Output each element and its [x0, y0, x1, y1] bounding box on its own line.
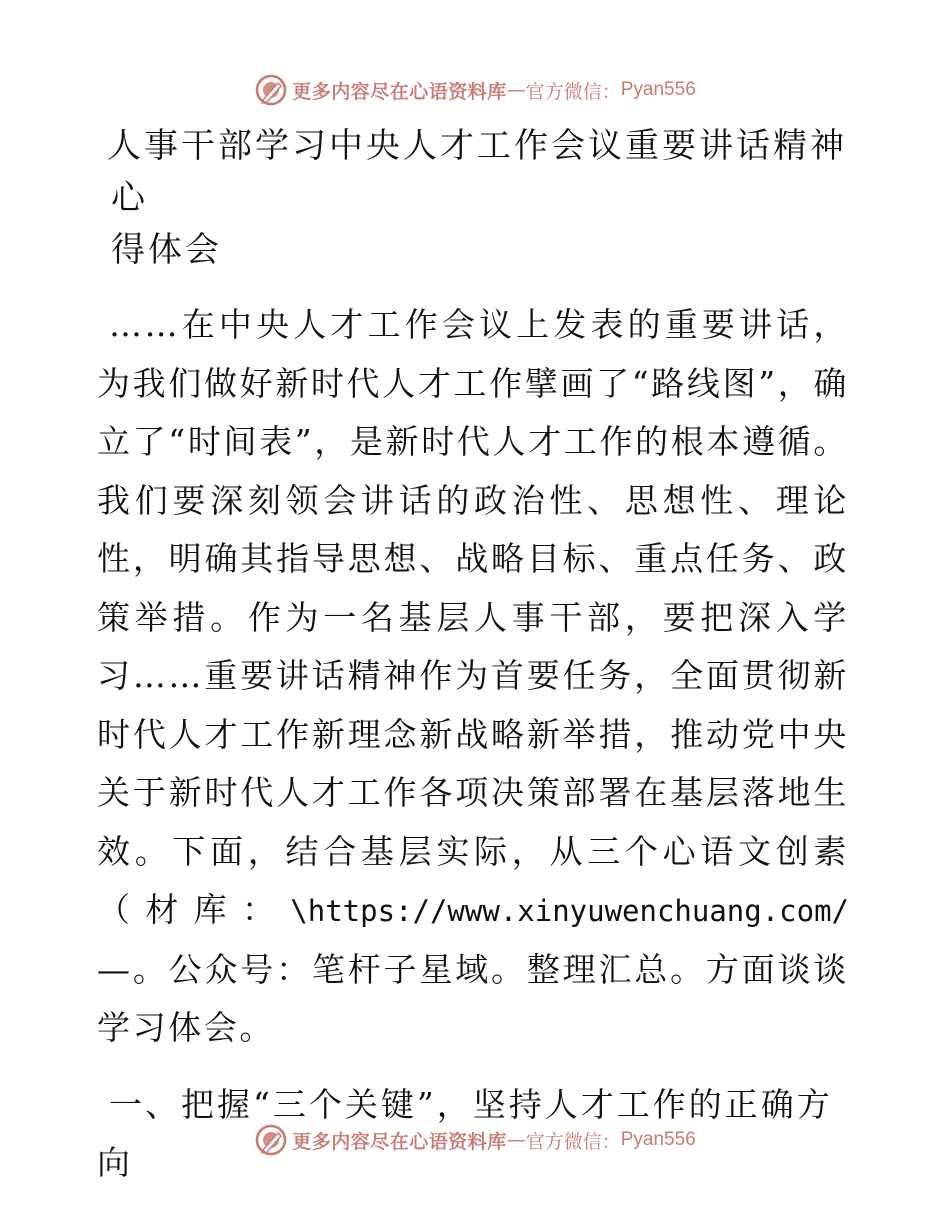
- watermark-separator: —: [506, 79, 526, 101]
- watermark-official-label: 官方微信：: [525, 1130, 621, 1153]
- intro-paragraph: [97, 296, 849, 1058]
- title-line-1: 人事干部学习中央人才工作会议重要讲话精神心: [107, 126, 847, 218]
- intro-paragraph-text: ……在中央人才工作会议上发表的重要讲话，为我们做好新时代人才工作擘画了“路线图”，确立了“时间表”，是新时代人才工作的根本遵循。我们要深刻领会讲话的政治性、思想性、理论性，明确其指导思想、战略目标、重点任务、政策举措。作为一名基层人事干部，要把深入学习……重要讲话精神作为首要任务，全面贯彻新时代人才工作新理念新战略新举措，推动党中央关于新时代人才工作各项决策部署在基层落地生效。下面，结合基层实际，从三个心语文创素（材库：: [97, 305, 849, 929]
- watermark-brand-text: 更多内容尽在心语资料库: [292, 1130, 507, 1153]
- watermark-separator: —: [506, 1129, 526, 1151]
- title-line-2: 得体会: [111, 230, 222, 270]
- pen-circle-logo-icon: [254, 73, 288, 107]
- footer-watermark-banner: [0, 1120, 950, 1160]
- section-1-heading-text: 一、把握“三个关键”，坚持人才工作的正确方向: [97, 1084, 833, 1182]
- header-watermark-banner: [0, 70, 950, 110]
- intro-paragraph-tail: —。公众号：笔杆子星域。整理汇总。方面谈谈学习体会。: [97, 949, 849, 1047]
- document-title: [97, 120, 849, 276]
- watermark-brand-text: 更多内容尽在心语资料库: [292, 80, 507, 103]
- resource-url: \https://www.xinyuwenchuang.com/: [290, 894, 849, 928]
- watermark-wechat-id: Pyan556: [620, 79, 696, 100]
- watermark-official-label: 官方微信：: [525, 80, 621, 103]
- document-body: [97, 120, 849, 1192]
- pen-circle-logo-icon: [254, 1123, 288, 1157]
- watermark-wechat-id: Pyan556: [620, 1129, 696, 1150]
